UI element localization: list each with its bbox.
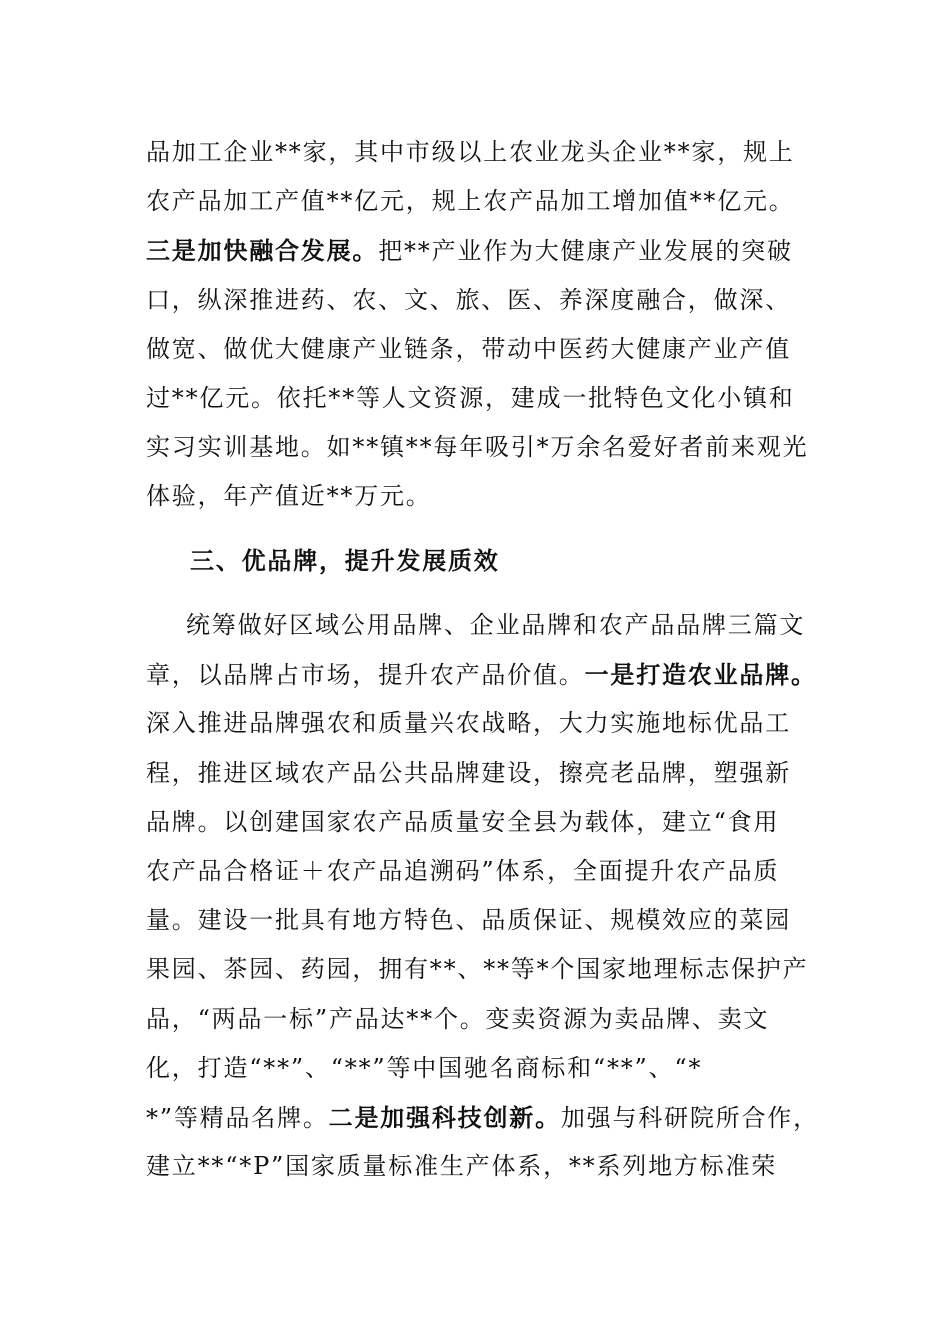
text-run: *”等精品名牌。 [146,1103,329,1132]
text-line [146,601,818,650]
text-line: 量。建设一批具有地方特色、品质保证、规模效应的菜园 [146,906,791,935]
text-line: 化，打造“**”、“**”等中国驰名商标和“**”、“* [146,1053,703,1082]
bold-lead-tech: 二是加强科技创新。 [328,1102,561,1132]
section-heading-text: 三、优品牌，提升发展质效 [190,546,500,575]
text-line: 品加工企业**家，其中市级以上农业龙头企业**家，规上 [146,138,795,166]
text-line: 程，推进区域农产品公共品牌建设，擦亮老品牌，塑强新 [146,758,791,787]
bold-lead-integration: 三是加快融合发展。 [146,236,379,266]
text-run: 把**产业作为大健康产业发展的突破 [378,237,793,266]
text-line [146,226,818,275]
text-line: 农产品加工产值**亿元，规上农产品加工增加值**亿元。 [146,187,795,216]
text-line: 品，“两品一标”产品达**个。变卖资源为卖品牌、卖文 [146,1004,770,1033]
text-run: 章，以品牌占市场，提升农产品价值。 [146,661,585,690]
text-run: 加强与科研院所合作， [560,1103,819,1132]
text-line: 果园、茶园、药园，拥有**、**等*个国家地理标志保护产 [146,955,809,984]
text-line: 体验，年产值近**万元。 [146,482,432,511]
text-line: 过**亿元。依托**等人文资源，建成一批特色文化小镇和 [146,383,795,412]
text-line: 实习实训基地。如**镇**每年吸引*万余名爱好者前来观光 [146,433,809,462]
bold-lead-brand: 一是打造农业品牌。 [584,660,817,690]
text-line: 建立**“*P”国家质量标准生产体系，**系列地方标准荣 [146,1152,778,1181]
text-line: 农产品合格证＋农产品追溯码”体系，全面提升农产品质 [146,856,780,885]
paragraph-brand [146,601,818,1191]
text-line [146,1093,818,1142]
text-run: 统筹做好区域公用品牌、企业品牌和农产品品牌三篇文 [186,611,806,639]
paragraph-integration [146,128,818,522]
text-line: 品牌。以创建国家农产品质量安全县为载体，建立“食用 [146,807,780,836]
text-line: 做宽、做优大健康产业链条，带动中医药大健康产业产值 [146,334,791,363]
text-line [146,650,818,699]
section-heading [190,536,810,585]
text-line: 深入推进品牌强农和质量兴农战略，大力实施地标优品工 [146,709,791,738]
text-line: 口，纵深推进药、农、文、旅、医、养深度融合，做深、 [146,285,791,314]
